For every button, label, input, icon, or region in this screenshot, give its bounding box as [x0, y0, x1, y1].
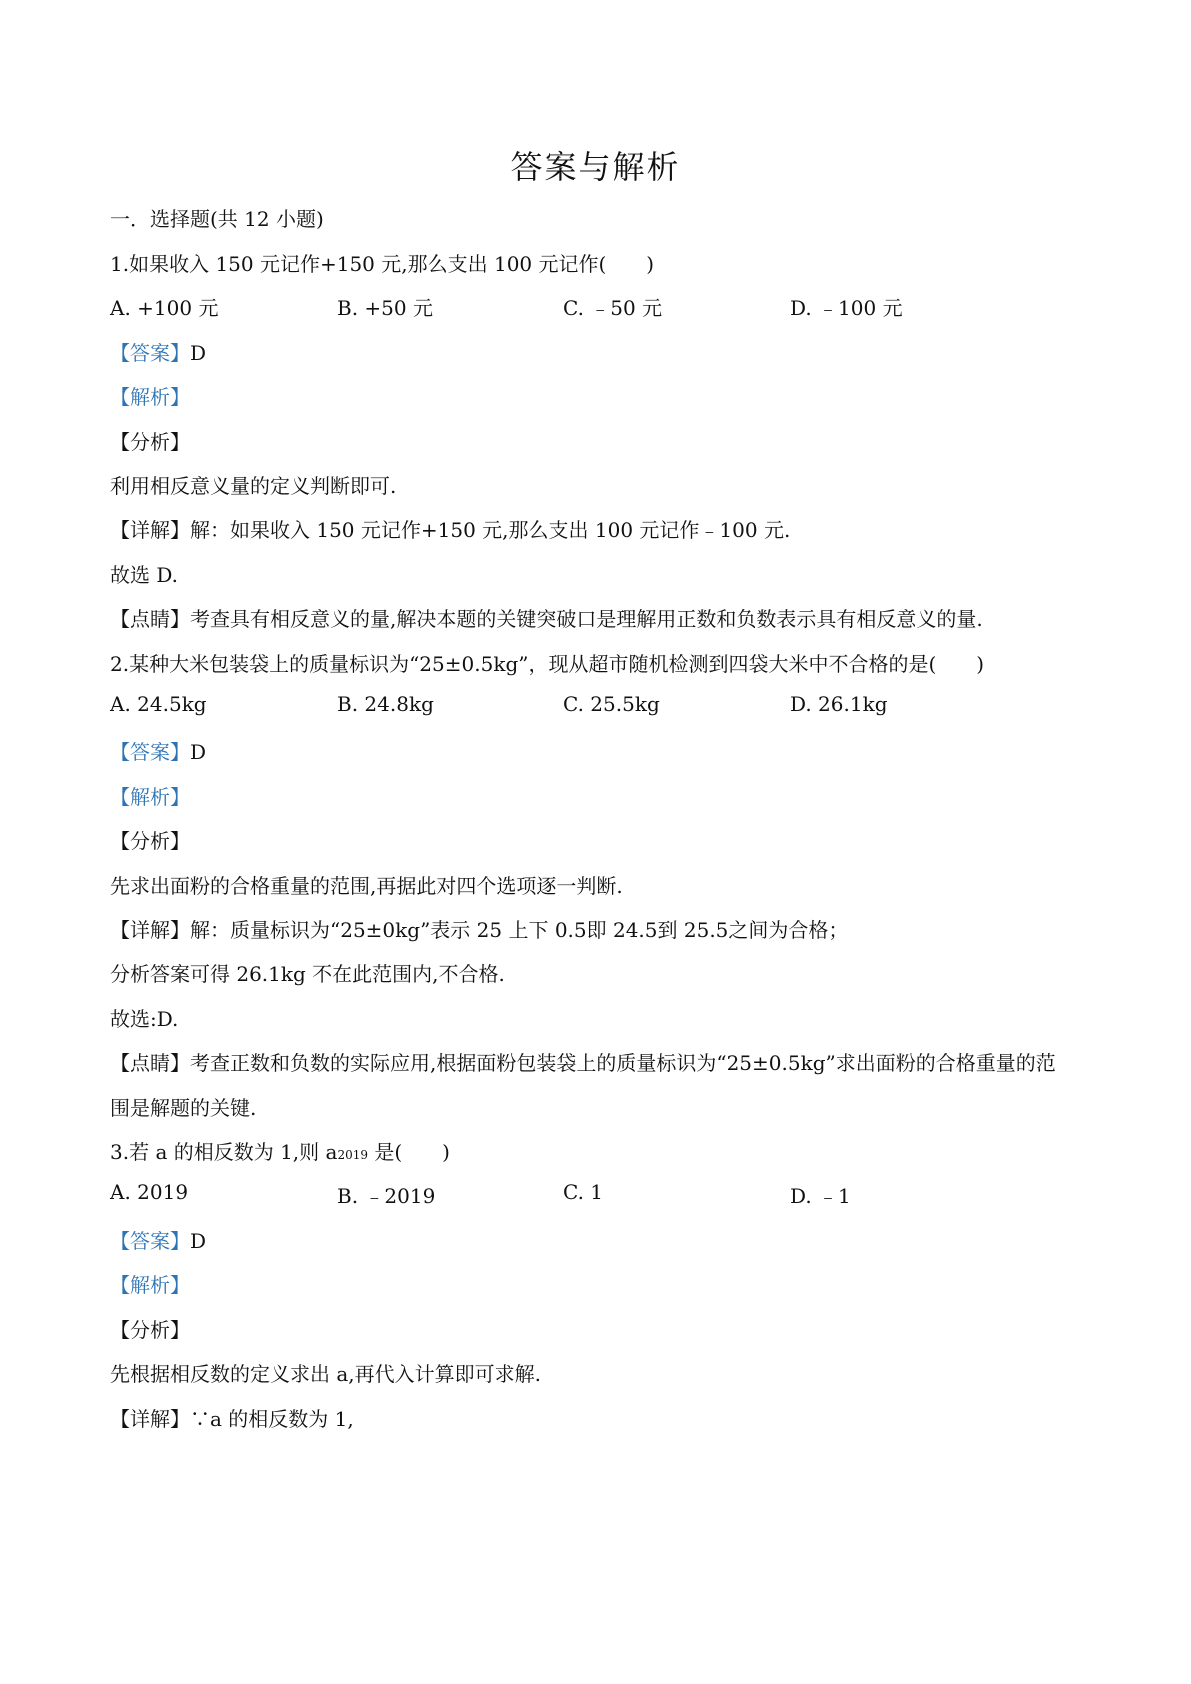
page-title: 答案与解析 — [510, 148, 681, 186]
q3-stem-start: 3.若 a 的相反数为 1,则 a — [110, 1140, 338, 1164]
q2-option-b: B. 24.8kg — [337, 692, 434, 716]
q2-comment-2: 围是解题的关键. — [110, 1096, 257, 1120]
answer-tag: 【答案】 — [110, 1229, 190, 1253]
answer-value: D — [190, 341, 207, 365]
answer-tag: 【答案】 — [110, 740, 190, 764]
q3-detail: 【详解】∵a 的相反数为 1, — [110, 1407, 354, 1431]
q2-option-a: A. 24.5kg — [110, 692, 207, 716]
answer-tag: 【答案】 — [110, 341, 190, 365]
q3-option-a: A. 2019 — [110, 1180, 189, 1204]
q1-fenxi-heading: 【分析】 — [110, 430, 190, 454]
q1-jiexi-heading: 【解析】 — [110, 385, 190, 409]
q2-option-c: C. 25.5kg — [563, 692, 660, 716]
q3-jiexi-heading: 【解析】 — [110, 1273, 190, 1297]
q3-answer — [110, 1225, 206, 1254]
q1-detail: 【详解】解：如果收入 150 元记作+150 元,那么支出 100 元记作﹣100 元. — [110, 518, 791, 542]
q1-option-b: B. +50 元 — [337, 296, 433, 320]
answer-value: D — [190, 1229, 207, 1253]
q3-fenxi-heading: 【分析】 — [110, 1318, 190, 1342]
q3-option-d: D. ﹣1 — [790, 1184, 851, 1208]
q2-fenxi-heading: 【分析】 — [110, 829, 190, 853]
q3-option-b: B. ﹣2019 — [337, 1184, 436, 1208]
question-1-stem: 1.如果收入 150 元记作+150 元,那么支出 100 元记作( ) — [110, 252, 655, 276]
q2-comment-1: 【点睛】考查正数和负数的实际应用,根据面粉包装袋上的质量标识为“25±0.5kg”求出面粉的合格重量的范 — [110, 1051, 1056, 1075]
q1-answer — [110, 337, 206, 366]
q3-exponent: 2019 — [337, 1148, 368, 1162]
q1-analysis: 利用相反意义量的定义判断即可. — [110, 474, 397, 498]
section-heading: 一．选择题(共 12 小题) — [110, 207, 324, 231]
q1-option-d: D. ﹣100 元 — [790, 296, 903, 320]
answer-value: D — [190, 740, 207, 764]
q2-detail-2: 分析答案可得 26.1kg 不在此范围内,不合格. — [110, 962, 505, 986]
q2-detail: 【详解】解：质量标识为“25±0kg”表示 25 上下 0.5即 24.5到 25.5之间为合格； — [110, 918, 849, 942]
q1-option-a: A. +100 元 — [110, 296, 219, 320]
question-2-stem: 2.某种大米包装袋上的质量标识为“25±0.5kg”，现从超市随机检测到四袋大米中不合格的是( ) — [110, 652, 985, 676]
question-3-stem — [110, 1136, 450, 1165]
q2-analysis: 先求出面粉的合格重量的范围,再据此对四个选项逐一判断. — [110, 874, 623, 898]
q3-stem-end: 是( ) — [368, 1140, 450, 1164]
q2-jiexi-heading: 【解析】 — [110, 785, 190, 809]
q3-option-c: C. 1 — [563, 1180, 604, 1204]
q2-option-d: D. 26.1kg — [790, 692, 888, 716]
q2-answer — [110, 736, 206, 765]
q1-choice: 故选 D. — [110, 563, 179, 587]
q1-comment: 【点睛】考查具有相反意义的量,解决本题的关键突破口是理解用正数和负数表示具有相反意义的量. — [110, 607, 983, 631]
q3-analysis: 先根据相反数的定义求出 a,再代入计算即可求解. — [110, 1362, 541, 1386]
q1-option-c: C. ﹣50 元 — [563, 296, 663, 320]
q2-choice: 故选:D. — [110, 1007, 179, 1031]
